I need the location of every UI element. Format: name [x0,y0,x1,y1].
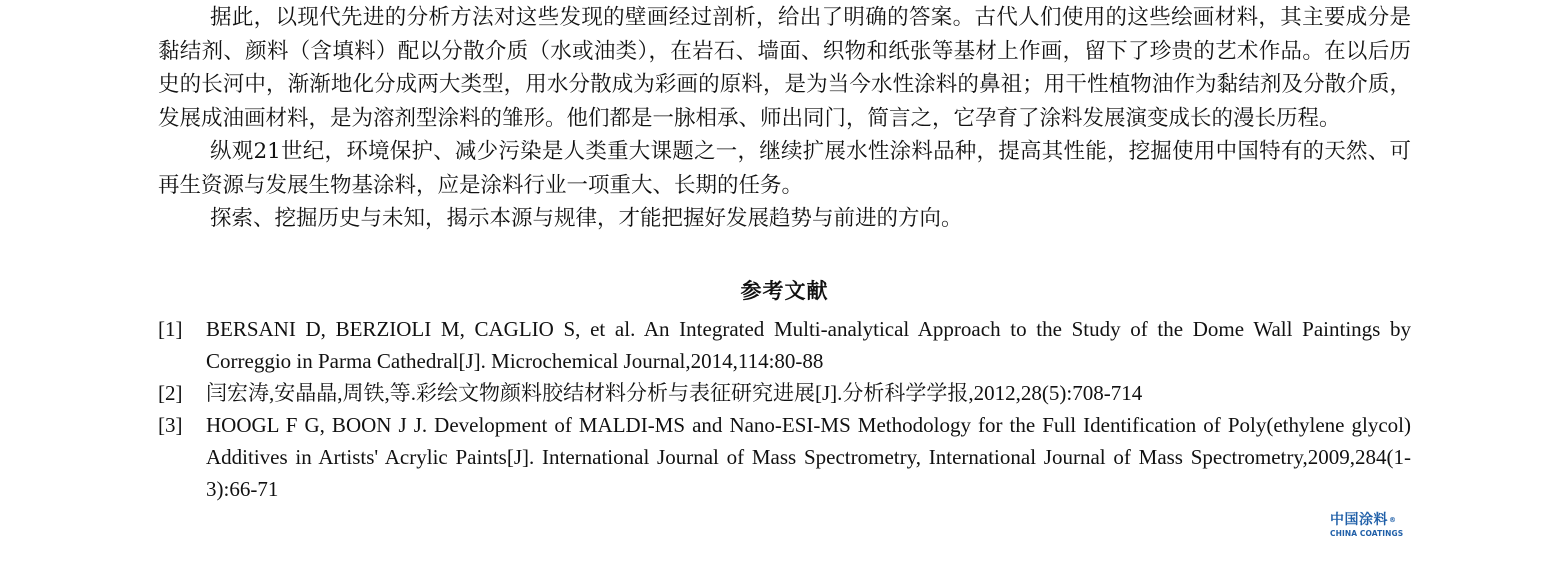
reference-number: [2] [158,380,183,405]
reference-number: [1] [158,316,183,341]
paragraph: 纵观21世纪，环境保护、减少污染是人类重大课题之一，继续扩展水性涂料品种，提高其性能，挖掘使用中国特有的天然、可再生资源与发展生物基涂料，应是涂料行业一项重大、长期的任务。 [158,139,1411,198]
paragraph: 探索、挖掘历史与未知，揭示本源与规律，才能把握好发展趋势与前进的方向。 [210,206,963,231]
reference-text: HOOGL F G, BOON J J. Development of MALDI-MS and Nano-ESI-MS Methodology for the Full Identification of Poly(ethylene glycol) Additives in Artists' Acrylic Paints[J]. International Journal of Mass Spectrometry, International Journal of Mass Spectrometry,2009,284(1-3):66-71 [206,412,1411,501]
article-body [158,1,1411,236]
logo-english-text: CHINA COATINGS [1330,529,1404,538]
references-heading: 参考文献 [740,278,829,303]
logo-chinese-text [1330,512,1412,528]
reference-number: [3] [158,412,183,437]
reference-item [158,313,1411,377]
china-coatings-logo [1330,512,1412,539]
reference-item [158,377,1411,409]
article-page [158,0,1411,505]
logo-chinese-label: 中国涂料 [1330,512,1388,528]
registered-mark: ® [1389,516,1397,524]
reference-item [158,409,1411,505]
references-list [158,313,1411,505]
paragraph: 据此，以现代先进的分析方法对这些发现的壁画经过剖析，给出了明确的答案。古代人们使用的这些绘画材料，其主要成分是黏结剂、颜料（含填料）配以分散介质（水或油类），在岩石、墙面、织物和纸张等基材上作画，留下了珍贵的艺术作品。在以后历史的长河中，渐渐地化分成两大类型，用水分散成为彩画的原料，是为当今水性涂料的鼻祖；用干性植物油作为黏结剂及分散介质，发展成油画材料，是为溶剂型涂料的雏形。他们都是一脉相承、师出同门，简言之，它孕育了涂料发展演变成长的漫长历程。 [158,5,1411,131]
reference-text: 闫宏涛,安晶晶,周铁,等.彩绘文物颜料胶结材料分析与表征研究进展[J].分析科学学报,2012,28(5):708-714 [206,380,1143,405]
reference-text: BERSANI D, BERZIOLI M, CAGLIO S, et al. An Integrated Multi-analytical Approach to the Study of the Dome Wall Paintings by Correggio in Parma Cathedral[J]. Microchemical Journal,2014,114:80-88 [206,316,1411,373]
